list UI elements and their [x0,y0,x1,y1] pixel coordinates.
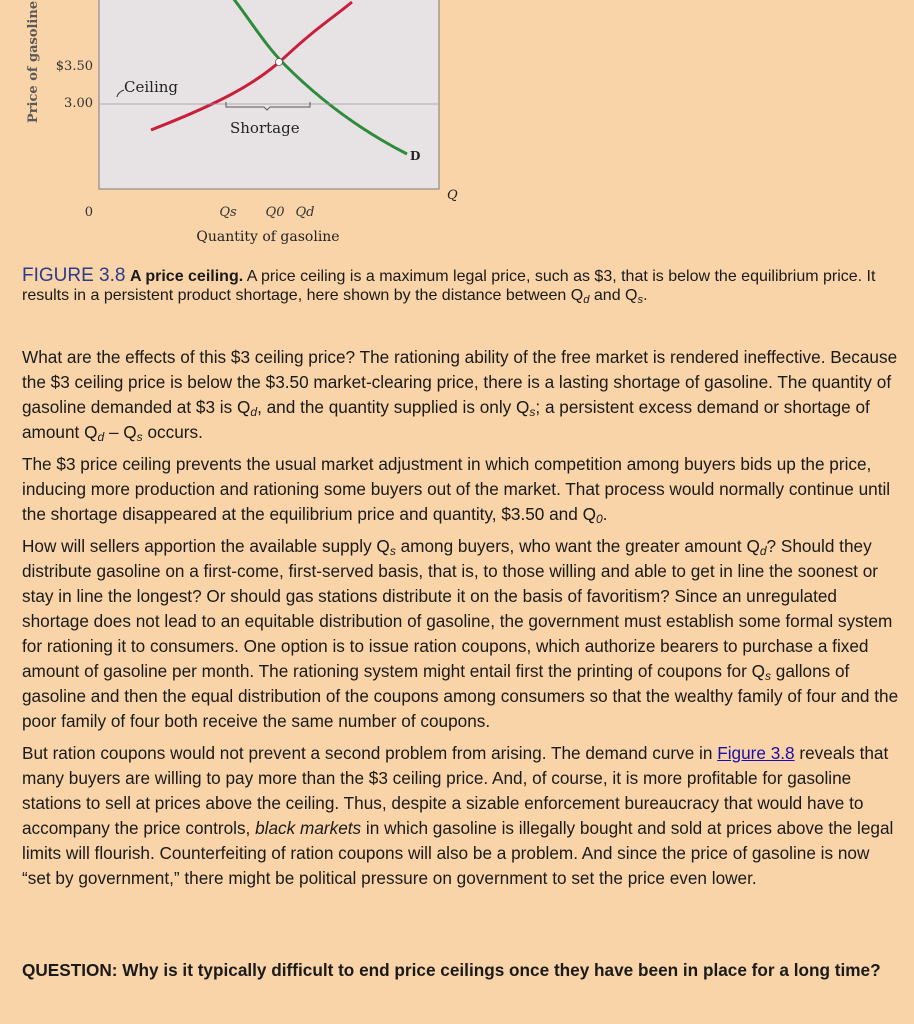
p4-text-a: But ration coupons would not prevent a second problem from arising. The demand curve in [22,743,718,763]
figure-title: A price ceiling. [129,268,244,285]
p1-text-e: occurs. [142,422,203,442]
x-axis-label: Quantity of gasoline [196,229,340,245]
p1-text-a: What are the effects of this $3 ceiling price? The rationing ability of the free market is rendered ineffective. Because the $3 ceiling price is below the $3.50 market-clearing price, there is a lasting shortage of gasoline. The quantity of gasoline demanded at $3 is Q [22,347,898,417]
caption-text: A price ceiling is a maximum legal price, such as $3, that is below the equilibrium price. It results in a persistent product shortage, here shown by the distance between Q [22,268,876,304]
y-axis-label: Price of gasoline [26,0,41,124]
figure-number: FIGURE 3.8 [22,265,126,286]
p2-sub-1: 0 [595,512,603,526]
p3-sub-3: s [764,669,771,683]
caption-text-2: and Q [589,287,638,304]
p1-text-d: – Q [104,422,137,442]
shortage-label: Shortage [230,119,300,137]
y-tick-350: $3.50 [55,59,93,74]
figure-3-8-link[interactable]: Figure 3.8 [717,743,795,763]
ceiling-label: Ceiling [124,78,179,96]
x-tick-qd: Qd [295,205,315,220]
p1-sub-4: s [136,430,143,444]
p3-sub-1: s [389,544,396,558]
figure-graphic [0,0,914,260]
demand-label: D [410,149,421,163]
y-tick-origin: 0 [84,205,93,220]
paragraph-3 [22,534,900,734]
question: QUESTION: Why is it typically difficult to end price ceilings once they have been in place for a long time? [22,960,881,980]
p2-text-b: . [602,504,608,524]
price-ceiling-figure [0,0,914,260]
p1-text-c: ; a persistent excess demand or shortage of amount Q [22,397,870,442]
paragraph-2 [22,452,900,527]
p3-text-b: among buyers, who want the greater amount Q [395,536,760,556]
p1-sub-3: d [97,430,105,444]
p3-text-c: ? Should they distribute gasoline on a first-come, first-served basis, that is, to those willing and able to get in line the soonest or stay in line the longest? Or should gas stations distribute it on the basis of favoritism? Since an unregulated shortage does not lead to an equitable distribution of gasoline, the government must establish some formal system for rationing it to consumers. One option is to issue ration coupons, which authorize bearers to purchase a fixed amount of gasoline per month. The rationing system might entail first the printing of coupons for Q [22,536,893,681]
p3-text-a: How will sellers apportion the available supply Q [22,536,390,556]
paragraph-4 [22,741,900,891]
paragraph-1 [22,345,900,445]
p3-text-d: gallons of gasoline and then the equal distribution of the coupons among consumers so that the wealthy family of four and the poor family of four both receive the same number of coupons. [22,661,899,731]
caption-sub-d: d [583,293,590,306]
p4-text-b: reveals that many buyers are willing to pay more than the $3 ceiling price. And, of course, it is more profitable for gasoline stations to sell at prices above the ceiling. Thus, despite a sizable enforcement bureaucracy that would have to accompany the price controls, [22,743,889,838]
article-body [22,345,900,898]
p1-text-b: , and the quantity supplied is only Q [257,397,530,417]
p4-text-c: in which gasoline is illegally bought and sold at prices above the legal limits will flourish. Counterfeiting of ration coupons will also be a problem. And since the price of gasoline is now “set by government,” there might be political pressure on government to set the price even lower. [22,818,894,888]
p1-sub-2: s [529,405,536,419]
equilibrium-point [276,59,283,66]
x-axis-end-label: Q [447,188,458,203]
x-tick-qs: Qs [219,205,237,220]
caption-sub-s: s [637,293,644,306]
p4-emphasis: black markets [255,818,362,838]
p3-sub-2: d [759,544,767,558]
x-tick-q0: Q0 [265,205,285,220]
y-tick-300: 3.00 [64,96,93,111]
caption-text-3: . [643,287,648,304]
figure-caption [22,266,892,305]
p2-text-a: The $3 price ceiling prevents the usual market adjustment in which competition among buyers bids up the price, inducing more production and rationing some buyers out of the market. That process would normally continue until the shortage disappeared at the equilibrium price and quantity, $3.50 and Q [22,454,891,524]
p1-sub-1: d [250,405,258,419]
